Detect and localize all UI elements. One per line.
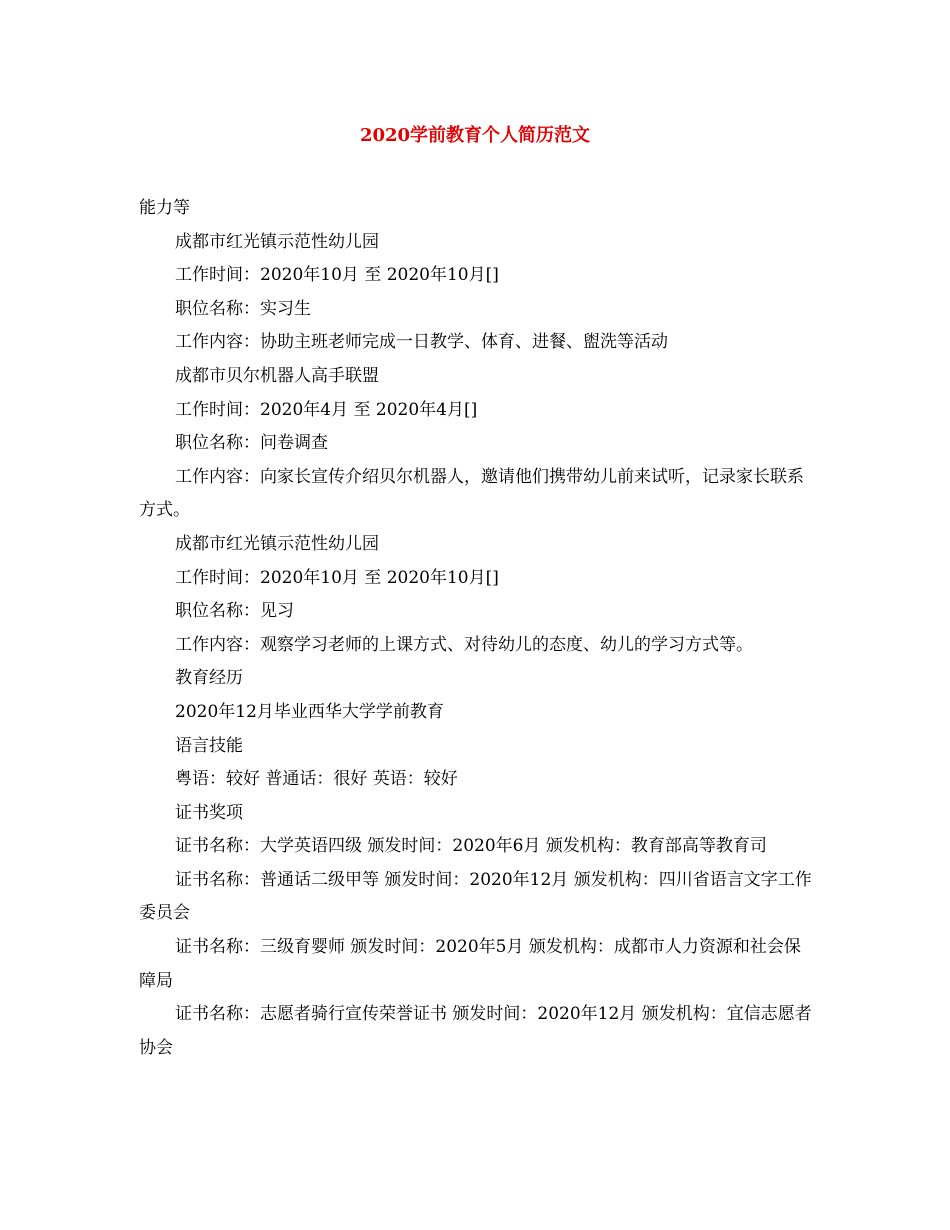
work-time: 工作时间：2020年10月 至 2020年10月[]	[175, 265, 499, 286]
work-content: 工作内容：协助主班老师完成一日教学、体育、进餐、盥洗等活动	[175, 332, 668, 353]
certificate-entry: 证书名称：大学英语四级 颁发时间：2020年6月 颁发机构：教育部高等教育司	[175, 836, 767, 857]
work-time: 工作时间：2020年10月 至 2020年10月[]	[175, 567, 499, 588]
certificate-entry: 证书名称：志愿者骑行宣传荣誉证书 颁发时间：2020年12月 颁发机构：宜信志愿者协会	[139, 1004, 812, 1058]
work-employer: 成都市贝尔机器人高手联盟	[175, 365, 379, 386]
work-employer: 成都市红光镇示范性幼儿园	[175, 533, 379, 554]
document-title: 2020学前教育个人简历范文	[359, 125, 591, 146]
work-time: 工作时间：2020年4月 至 2020年4月[]	[175, 399, 478, 420]
education-entry: 2020年12月毕业西华大学学前教育	[175, 701, 444, 722]
section-heading-education: 教育经历	[175, 668, 243, 689]
certificate-entry: 证书名称：普通话二级甲等 颁发时间：2020年12月 颁发机构：四川省语言文字工作委员会	[139, 869, 812, 924]
paragraph-ability: 能力等	[139, 198, 190, 218]
section-heading-language: 语言技能	[175, 735, 243, 756]
work-content: 工作内容：向家长宣传介绍贝尔机器人，邀请他们携带幼儿前来试听，记录家长联系方式。	[139, 466, 804, 521]
work-position: 职位名称：见习	[175, 601, 294, 622]
section-heading-certificates: 证书奖项	[175, 802, 243, 823]
certificate-entry: 证书名称：三级育婴师 颁发时间：2020年5月 颁发机构：成都市人力资源和社会保障局	[139, 937, 801, 991]
language-entry: 粤语：较好 普通话：很好 英语：较好	[175, 769, 458, 790]
work-position: 职位名称：问卷调查	[175, 433, 328, 454]
work-content: 工作内容：观察学习老师的上课方式、对待幼儿的态度、幼儿的学习方式等。	[175, 634, 753, 655]
work-position: 职位名称：实习生	[175, 298, 311, 319]
work-employer: 成都市红光镇示范性幼儿园	[175, 231, 379, 252]
document-body	[139, 192, 814, 1065]
